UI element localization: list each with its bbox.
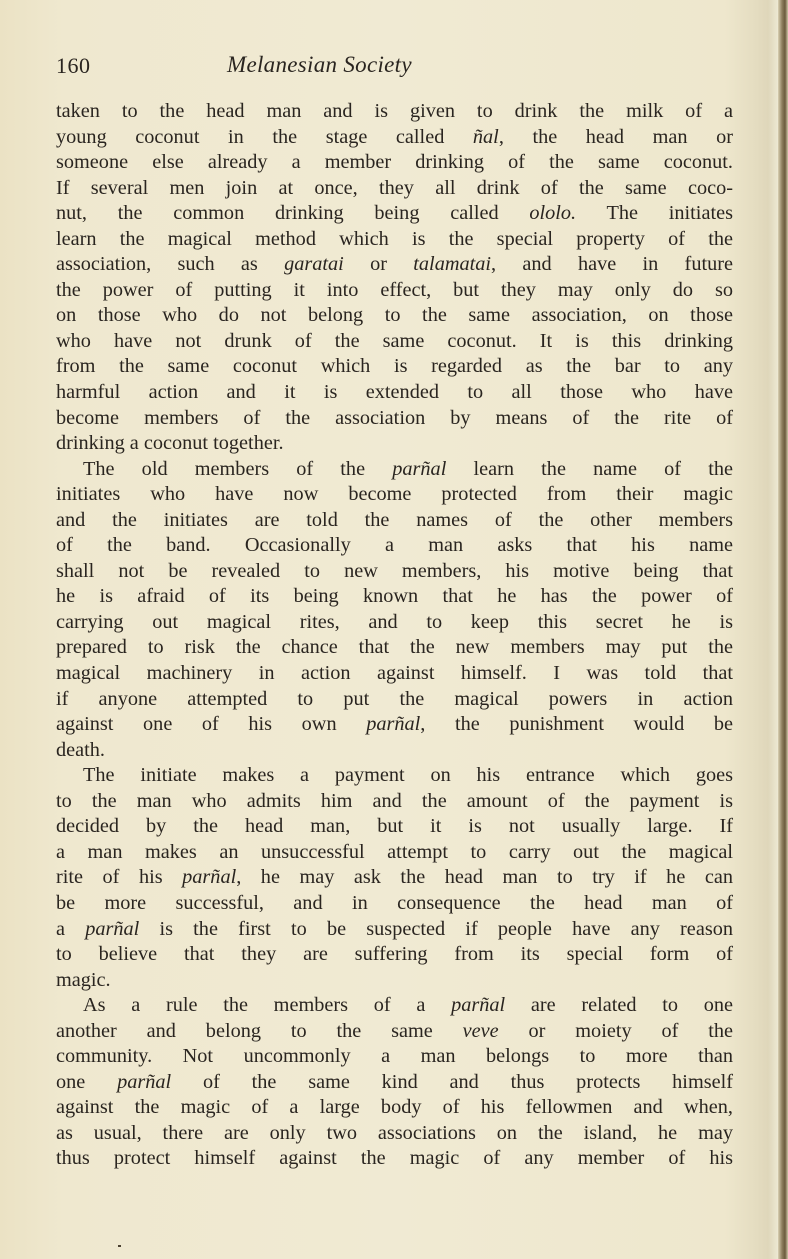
text-run: As a rule the members of a bbox=[83, 994, 452, 1017]
text-line bbox=[56, 176, 733, 202]
text-run: carrying out magical rites, and to keep this secret he is bbox=[56, 610, 733, 633]
text-line bbox=[56, 712, 733, 738]
text-run: of the band. Occasionally a man asks that his name bbox=[56, 534, 733, 557]
page-header bbox=[56, 53, 736, 87]
text-line bbox=[56, 329, 733, 355]
text-line bbox=[56, 99, 733, 125]
text-run: thus protect himself against the magic of any member of his bbox=[56, 1147, 733, 1170]
italic-term: parñal bbox=[366, 713, 421, 736]
text-line bbox=[56, 559, 733, 585]
text-run: , the head man or bbox=[498, 125, 733, 148]
running-title: Melanesian Society bbox=[227, 52, 412, 77]
text-line bbox=[56, 201, 733, 227]
text-run: one bbox=[56, 1070, 118, 1093]
text-run: death. bbox=[56, 738, 105, 761]
scan-speck bbox=[118, 1245, 121, 1247]
text-line bbox=[56, 125, 733, 151]
italic-term: parñal bbox=[117, 1070, 172, 1093]
italic-term: veve bbox=[462, 1019, 499, 1042]
text-line bbox=[56, 942, 733, 968]
text-line bbox=[56, 840, 733, 866]
text-run: community. Not uncommonly a man belongs to more than bbox=[56, 1045, 733, 1068]
text-run: on those who do not belong to the same association, on those bbox=[56, 304, 733, 327]
text-line bbox=[56, 1095, 733, 1121]
text-line bbox=[56, 406, 733, 432]
text-run: magical machinery in action against himself. I was told that bbox=[56, 662, 733, 685]
italic-term: ñal bbox=[472, 125, 499, 148]
text-line bbox=[56, 303, 733, 329]
text-run: the power of putting it into effect, but they may only do so bbox=[56, 278, 733, 301]
text-line bbox=[56, 1019, 733, 1045]
italic-term: parñal bbox=[451, 994, 506, 1017]
text-line bbox=[56, 763, 733, 789]
text-run: association, such as bbox=[56, 253, 285, 276]
italic-term: parñal bbox=[392, 457, 447, 480]
text-line bbox=[56, 635, 733, 661]
text-run: magic. bbox=[56, 968, 111, 991]
text-line bbox=[56, 789, 733, 815]
text-run: , he may ask the head man to try if he can bbox=[236, 866, 733, 889]
text-line bbox=[56, 738, 733, 764]
text-run: against one of his own bbox=[56, 713, 367, 736]
text-line bbox=[56, 457, 733, 483]
text-line bbox=[56, 917, 733, 943]
text-run: rite of his bbox=[56, 866, 183, 889]
text-run: another and belong to the same bbox=[56, 1019, 463, 1042]
italic-term: parñal bbox=[85, 917, 140, 940]
body-text bbox=[56, 99, 733, 1172]
text-run: or moiety of the bbox=[498, 1019, 733, 1042]
text-run: nut, the common drinking being called bbox=[56, 202, 530, 225]
text-run: taken to the head man and is given to drink the milk of a bbox=[56, 100, 733, 122]
text-run: shall not be revealed to new members, his motive being that bbox=[56, 559, 733, 582]
text-line bbox=[56, 661, 733, 687]
text-line bbox=[56, 252, 733, 278]
text-line bbox=[56, 482, 733, 508]
text-line bbox=[56, 993, 733, 1019]
italic-term: garatai bbox=[284, 253, 344, 276]
text-line bbox=[56, 380, 733, 406]
italic-term: parñal bbox=[182, 866, 237, 889]
text-line bbox=[56, 584, 733, 610]
text-run: a man makes an unsuccessful attempt to carry out the magical bbox=[56, 840, 733, 863]
text-line bbox=[56, 968, 733, 994]
page-number: 160 bbox=[56, 53, 91, 78]
text-run: learn the magical method which is the special property of the bbox=[56, 227, 733, 250]
text-run: is the first to be suspected if people have any reason bbox=[139, 917, 733, 940]
text-run: someone else already a member drinking of the same coconut. bbox=[56, 151, 733, 174]
italic-term: ololo. bbox=[529, 202, 577, 225]
text-run: he is afraid of its being known that he has the power of bbox=[56, 585, 733, 608]
text-run: are related to one bbox=[505, 994, 733, 1017]
text-run: to the man who admits him and the amount of the payment is bbox=[56, 789, 733, 812]
text-run: initiates who have now become protected from their magic bbox=[56, 483, 733, 506]
text-run: If several men join at once, they all drink of the same coco- bbox=[56, 176, 733, 199]
text-run: if anyone attempted to put the magical powers in action bbox=[56, 687, 733, 710]
text-line bbox=[56, 508, 733, 534]
text-run: decided by the head man, but it is not usually large. If bbox=[56, 815, 733, 838]
text-line bbox=[56, 431, 733, 457]
text-run: prepared to risk the chance that the new members may put the bbox=[56, 636, 733, 659]
text-line bbox=[56, 1146, 733, 1172]
text-line bbox=[56, 687, 733, 713]
text-run: The initiate makes a payment on his entrance which goes bbox=[83, 764, 733, 787]
text-line bbox=[56, 533, 733, 559]
text-run: The old members of the bbox=[83, 457, 393, 480]
text-run: or bbox=[343, 253, 414, 276]
text-run: as usual, there are only two associations on the island, he may bbox=[56, 1121, 733, 1144]
book-gutter-edge bbox=[778, 0, 788, 1259]
text-run: , and have in future bbox=[491, 253, 733, 276]
text-run: be more successful, and in consequence the head man of bbox=[56, 891, 733, 914]
text-line bbox=[56, 354, 733, 380]
text-line bbox=[56, 150, 733, 176]
text-run: harmful action and it is extended to all those who have bbox=[56, 381, 733, 404]
text-line bbox=[56, 610, 733, 636]
page-edge-highlight bbox=[768, 0, 778, 1259]
text-run: , the punishment would be bbox=[420, 713, 733, 736]
text-run: young coconut in the stage called bbox=[56, 125, 473, 148]
text-run: The initiates bbox=[576, 202, 733, 225]
text-line bbox=[56, 865, 733, 891]
text-run: learn the name of the bbox=[446, 457, 733, 480]
text-run: to believe that they are suffering from its special form of bbox=[56, 943, 733, 966]
text-line bbox=[56, 1044, 733, 1070]
text-run: drinking a coconut together. bbox=[56, 432, 284, 455]
text-run: against the magic of a large body of his fellowmen and when, bbox=[56, 1096, 733, 1119]
text-run: who have not drunk of the same coconut. It is this drinking bbox=[56, 329, 733, 352]
text-run: and the initiates are told the names of the other members bbox=[56, 508, 733, 531]
text-line bbox=[56, 227, 733, 253]
text-line bbox=[56, 891, 733, 917]
text-line bbox=[56, 814, 733, 840]
text-run: of the same kind and thus protects himself bbox=[171, 1070, 733, 1093]
text-run: from the same coconut which is regarded as the bar to any bbox=[56, 355, 733, 378]
text-line bbox=[56, 1121, 733, 1147]
text-line bbox=[56, 278, 733, 304]
italic-term: talamatai bbox=[413, 253, 492, 276]
text-run: become members of the association by means of the rite of bbox=[56, 406, 733, 429]
text-line bbox=[56, 1070, 733, 1096]
text-run: a bbox=[56, 917, 86, 940]
